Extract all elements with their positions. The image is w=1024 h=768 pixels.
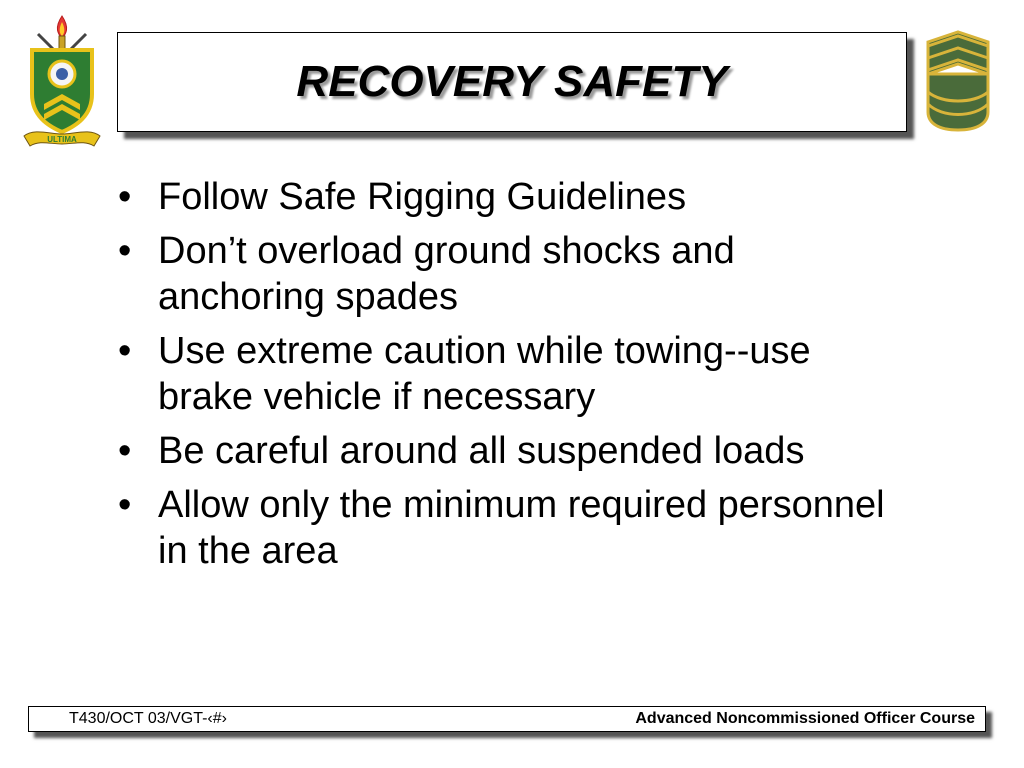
slide-title: RECOVERY SAFETY: [296, 57, 728, 106]
sergeant-first-class-chevron-icon: [926, 30, 990, 134]
bullet-text: Allow only the minimum required personnel in the area: [158, 484, 885, 572]
bullet-item: • Use extreme caution while towing--use brake vehicle if necessary: [118, 330, 811, 418]
bullet-item: • Allow only the minimum required personnel in the area: [118, 484, 885, 572]
footer-course-name: Advanced Noncommissioned Officer Course: [635, 710, 975, 727]
bullet-text: Use extreme caution while towing--use brake vehicle if necessary: [158, 330, 811, 418]
bullet-text: Be careful around all suspended loads: [158, 430, 805, 472]
bullet-text: Follow Safe Rigging Guidelines: [158, 176, 687, 218]
crest-motto: ULTIMA: [47, 135, 77, 144]
title-box: [117, 32, 907, 132]
bullet-item: • Be careful around all suspended loads: [118, 430, 805, 472]
footer-bar: [28, 706, 986, 732]
bullet-list: [112, 174, 892, 582]
bullet-text: Don’t overload ground shocks and anchoring spades: [158, 230, 735, 318]
bullet-item: • Don’t overload ground shocks and anchoring spades: [118, 230, 735, 318]
footer-slide-code: T430/OCT 03/VGT-‹#›: [69, 710, 227, 727]
bullet-item: • Follow Safe Rigging Guidelines: [118, 176, 687, 218]
academy-crest-icon: [20, 12, 104, 152]
